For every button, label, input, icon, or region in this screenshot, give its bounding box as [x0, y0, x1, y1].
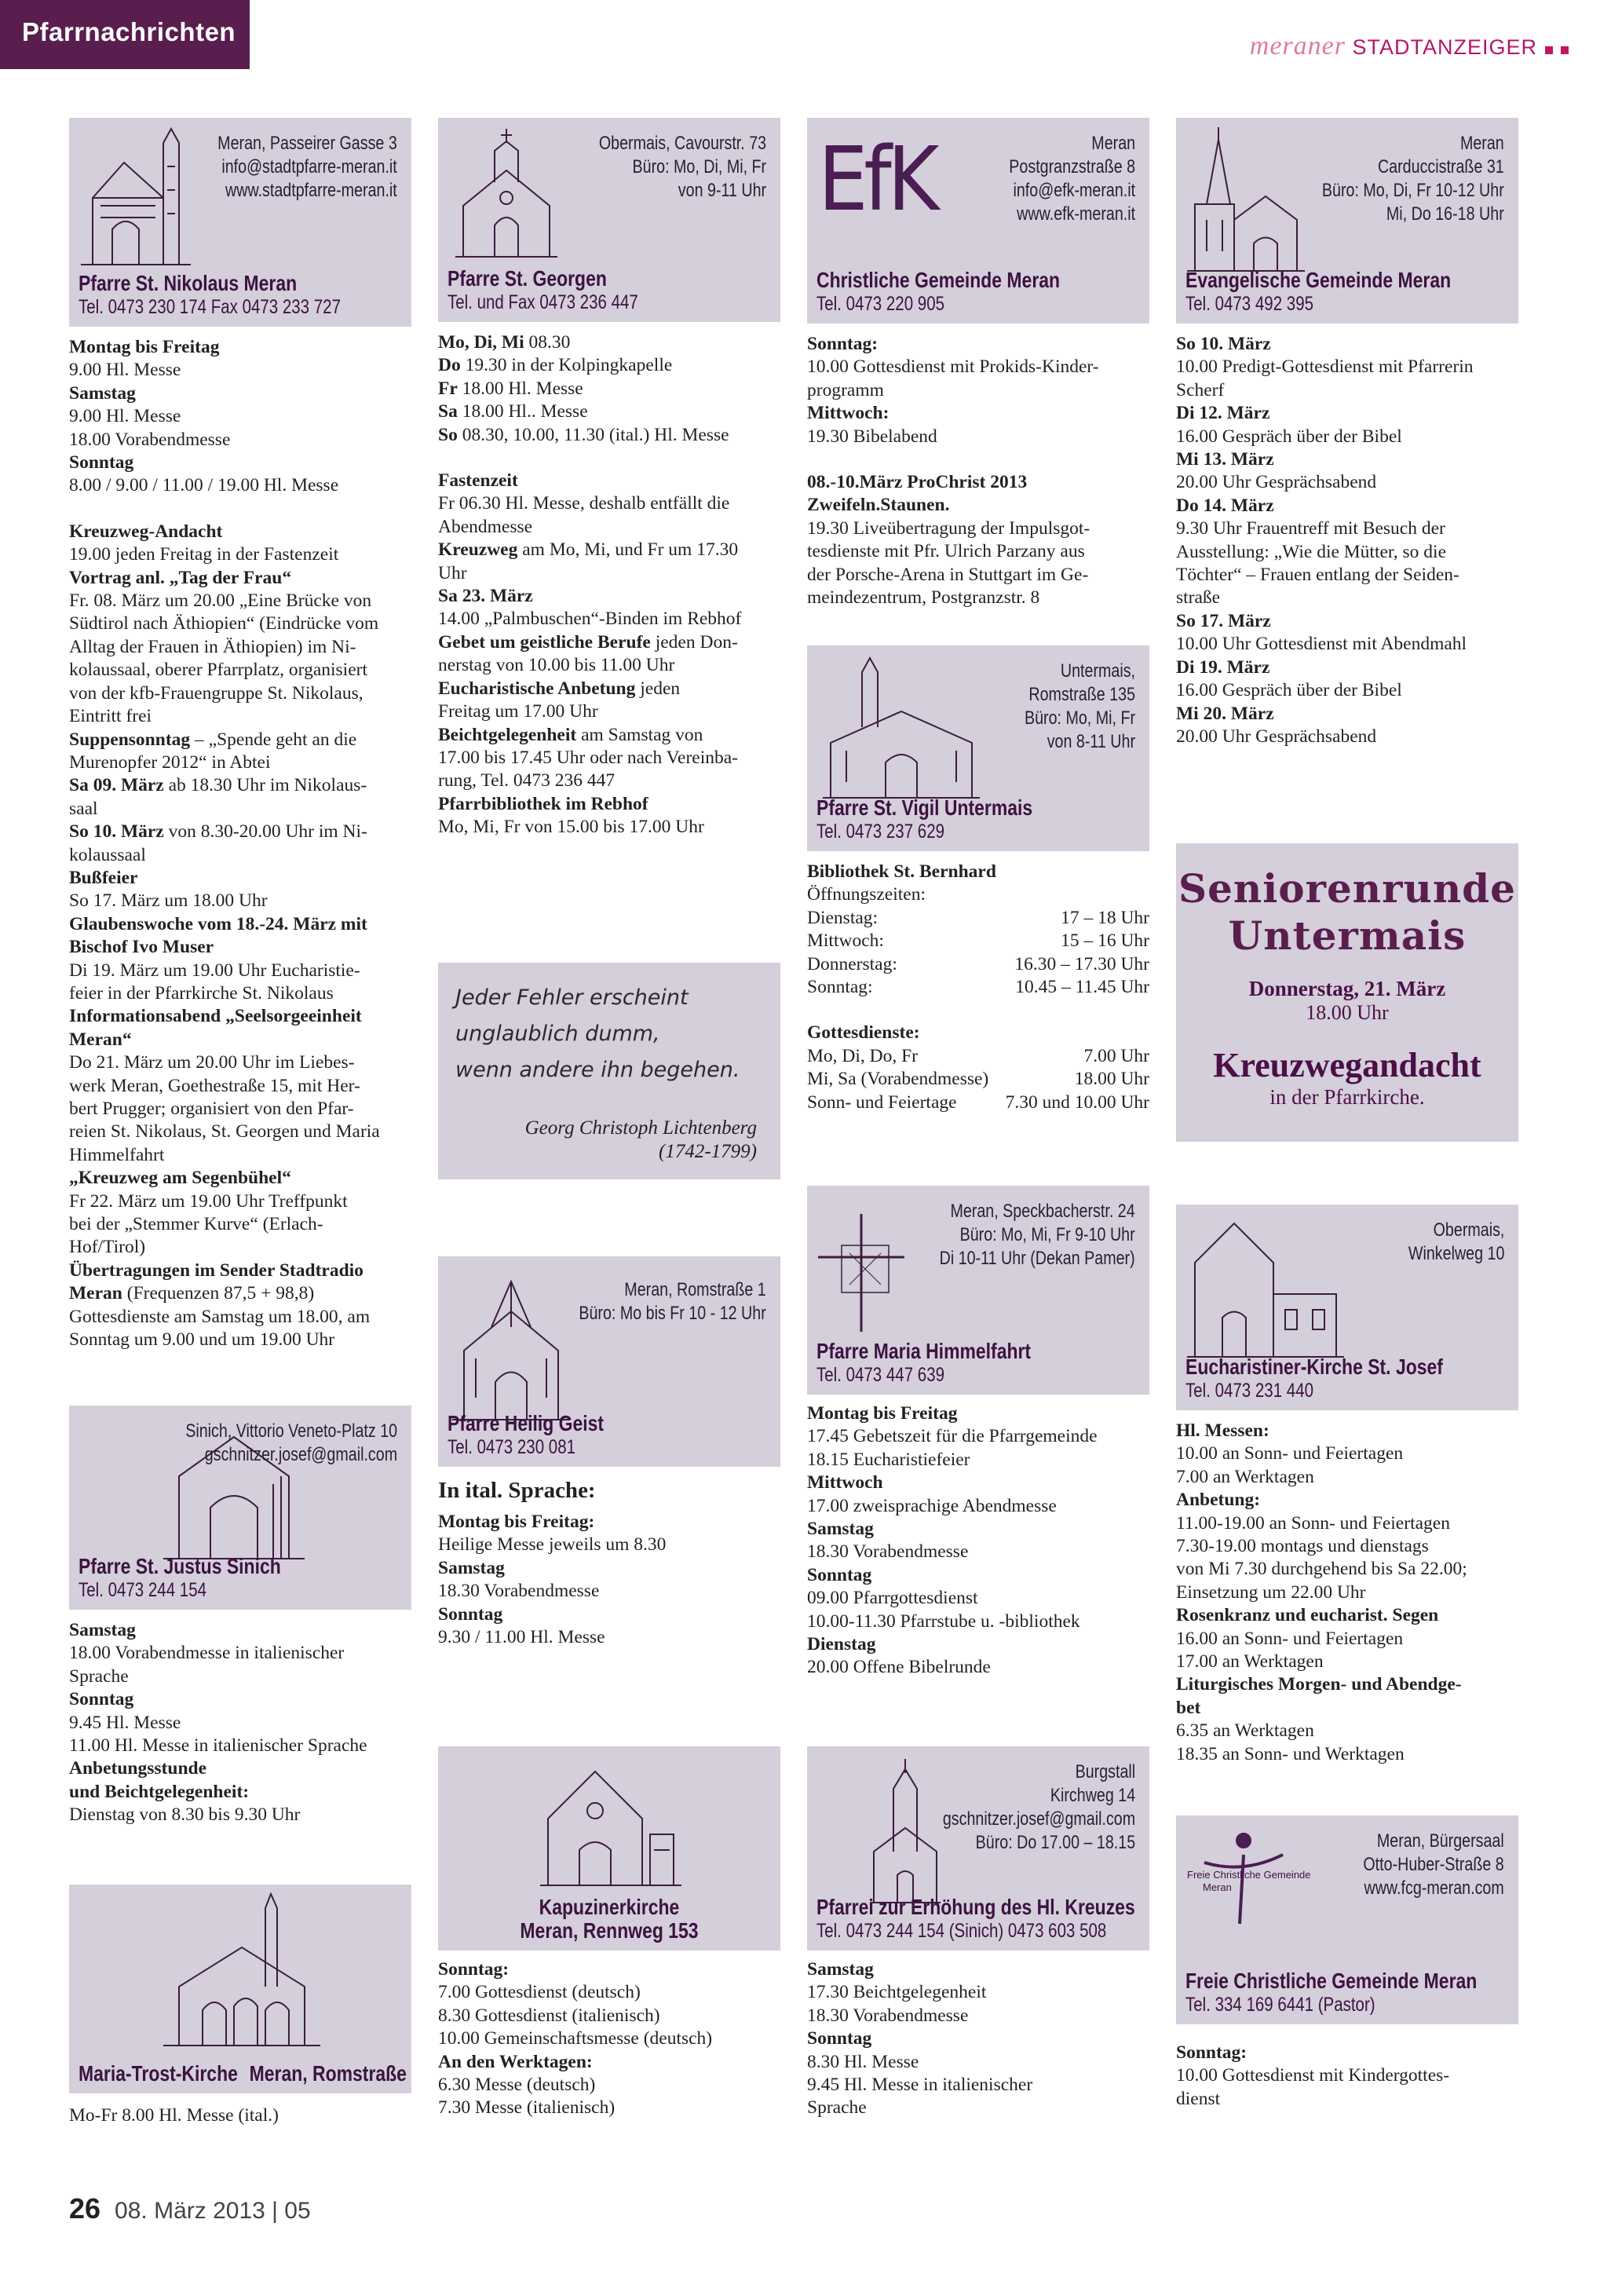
schedule-line: Montag bis Freitag [807, 1403, 958, 1424]
schedule-line: 8.00 / 9.00 / 11.00 / 19.00 Hl. Messe [69, 475, 339, 496]
schedule-line: meindezentrum, Postgranzstr. 8 [807, 587, 1040, 609]
schedule-line: Do 19.30 in der Kolpingkapelle [438, 355, 673, 376]
address-block: Sinich, Vittorio Veneto-Platz 10 gschnitzer.josef@gmail.com [185, 1420, 397, 1465]
address-block: Obermais, Winkelweg 10 [1408, 1219, 1504, 1264]
parish-name: Pfarre St. Nikolaus Meran Tel. 0473 230 174 Fax 0473 233 727 [79, 271, 341, 318]
schedule-line: Dienstag von 8.30 bis 9.30 Uhr [69, 1804, 301, 1826]
schedule-line: Uhr [438, 562, 467, 583]
schedule-line: Di 19. März [1176, 656, 1270, 678]
schedule-geist [438, 1511, 780, 1649]
schedule-justus [69, 1619, 411, 1827]
schedule-line: Pfarrbibliothek im Rebhof [438, 793, 648, 814]
schedule-row: Mittwoch: 15 – 16 Uhr [807, 930, 1149, 952]
schedule-line: Vortrag anl. „Tag der Frau“ [69, 567, 292, 588]
fcg-logo-text: Freie Christliche Gemeinde Meran [1187, 1869, 1311, 1893]
masthead [1250, 31, 1569, 61]
quote-box [438, 963, 780, 1179]
schedule-line: Sonntag [807, 1564, 872, 1585]
schedule-line: 18.35 an Sonn- und Werktagen [1176, 1743, 1405, 1764]
schedule-line: Do 14. März [1176, 495, 1274, 516]
schedule-line: 10.00 Gottesdienst mit Prokids-Kinder- [807, 356, 1099, 378]
schedule-line: 17.00 bis 17.45 Uhr oder nach Vereinba- [438, 747, 739, 768]
library-title: Bibliothek St. Bernhard [807, 861, 996, 882]
schedule-line: 18.15 Eucharistiefeier [807, 1449, 970, 1470]
box-kapuziner [438, 1746, 780, 1951]
schedule-line: So 17. März [1176, 610, 1271, 631]
schedule-line: Sa 09. März ab 18.30 Uhr im Nikolaus- [69, 775, 367, 796]
address-block: Meran Carduccistraße 31 Büro: Mo, Di, Fr 10-12 Uhr Mi, Do 16-18 Uhr [1322, 133, 1504, 225]
box-himmelfahrt [807, 1186, 1149, 1395]
schedule-line: 10.00 an Sonn- und Feiertagen [1176, 1443, 1404, 1464]
church-illustration [163, 1892, 320, 2049]
schedule-line: Kreuzweg-Andacht [69, 521, 223, 542]
church-illustration [870, 1757, 941, 1907]
schedule-line: 19.30 Liveübertragung der Impulsgot- [807, 517, 1090, 539]
schedule-line: Fr 22. März um 19.00 Uhr Treffpunkt [69, 1190, 348, 1212]
schedule-line: 18.30 Vorabendmesse [807, 2005, 969, 2026]
schedule-line: straße [1176, 587, 1221, 609]
church-illustration [1187, 1216, 1344, 1361]
schedule-line: tesdienste mit Pfr. Ulrich Parzany aus [807, 541, 1085, 562]
schedule-line: Heilige Messe jeweils um 8.30 [438, 1534, 667, 1556]
schedule-line: Montag bis Freitag: [438, 1512, 595, 1532]
schedule-line: 19.30 Bibelabend [807, 426, 937, 447]
box-justus [69, 1406, 411, 1610]
senior-event: Kreuzwegandacht [1213, 1046, 1481, 1084]
masthead-title: STADTANZEIGER [1352, 35, 1537, 59]
schedule-line: Di 19. März um 19.00 Uhr Eucharistie- [69, 960, 360, 981]
schedule-line: 7.30 Messe (italienisch) [438, 2097, 616, 2119]
parish-name: Kapuzinerkirche Meran, Rennweg 153 [520, 1895, 699, 1943]
parish-name: Pfarre St. Georgen Tel. und Fax 0473 236 447 [447, 266, 638, 313]
schedule-line: Mo-Fr 8.00 Hl. Messe (ital.) [69, 2105, 279, 2126]
schedule-line: 08.-10.März ProChrist 2013 [807, 472, 1028, 493]
parish-name: Pfarre St. Justus Sinich Tel. 0473 244 154 [79, 1554, 281, 1601]
schedule-line: Suppensonntag – „Spende geht an die [69, 729, 357, 750]
box-kreuz [807, 1746, 1149, 1951]
schedule-line: 18.00 Vorabendmesse [69, 429, 231, 450]
efk-logo: EfK [818, 129, 936, 231]
schedule-line: 9.00 Hl. Messe [69, 360, 181, 381]
schedule-line: rung, Tel. 0473 236 447 [438, 770, 616, 792]
church-illustration [452, 1280, 570, 1421]
schedule-himmelfahrt [807, 1402, 1149, 1680]
quote-line: wenn andere ihn begehen. [455, 1058, 740, 1082]
schedule-mariatrost [69, 2104, 411, 2127]
schedule-line: 20.00 Offene Bibelrunde [807, 1657, 991, 1678]
schedule-line: 17.00 an Werktagen [1176, 1651, 1324, 1673]
section-heading: In ital. Sprache: [438, 1478, 596, 1503]
box-nikolaus [69, 118, 411, 327]
schedule-line: Freitag um 17.00 Uhr [438, 701, 598, 722]
schedule-line: 7.00 an Werktagen [1176, 1466, 1314, 1487]
church-illustration [77, 127, 195, 269]
schedule-line: Fr 18.00 Hl. Messe [438, 378, 583, 399]
schedule-efk [807, 333, 1149, 609]
schedule-line: Meran (Frequenzen 87,5 + 98,8) [69, 1283, 315, 1304]
masthead-brand: meraner [1249, 31, 1346, 60]
services-list [807, 1045, 1149, 1114]
schedule-line: 10.00 Uhr Gottesdienst mit Abendmahl [1176, 634, 1467, 655]
schedule-line: Mittwoch [807, 1472, 883, 1493]
parish-name: Eucharistiner-Kirche St. Josef Tel. 0473 231 440 [1185, 1355, 1443, 1402]
schedule-line: 9.45 Hl. Messe in italienischer [807, 2075, 1033, 2096]
schedule-line: 16.00 Gespräch über der Bibel [1176, 680, 1402, 701]
schedule-line: Ausstellung: „Wie die Mütter, so die [1176, 541, 1447, 562]
schedule-line: 6.35 an Werktagen [1176, 1720, 1314, 1742]
schedule-line: Gottesdienste am Samstag um 18.00, am [69, 1306, 371, 1327]
address-block: Untermais, Romstraße 135 Büro: Mo, Mi, Fr von 8-11 Uhr [1024, 660, 1135, 752]
schedule-line: 09.00 Pfarrgottesdienst [807, 1588, 978, 1609]
church-illustration [455, 127, 557, 261]
schedule-line: Töchter“ – Frauen entlang der Seiden- [1176, 565, 1459, 586]
senior-box [1176, 843, 1518, 1142]
schedule-line: Südtirol nach Äthiopien“ (Eindrücke vom [69, 613, 379, 634]
schedule-line: kolaussaal [69, 844, 146, 865]
schedule-line: Bischof Ivo Muser [69, 937, 214, 958]
address-block: Meran, Passeirer Gasse 3 info@stadtpfarre-meran.it www.stadtpfarre-meran.it [217, 133, 397, 201]
church-illustration [823, 656, 980, 802]
schedule-line: Anbetung: [1176, 1490, 1261, 1511]
schedule-line: Sonntag [69, 452, 134, 473]
cross-logo [818, 1214, 904, 1332]
schedule-row: Sonn- und Feiertage 7.30 und 10.00 Uhr [807, 1091, 1149, 1113]
schedule-row: Sonntag: 10.45 – 11.45 Uhr [807, 977, 1149, 998]
schedule-line: 10.00 Gottesdienst mit Kindergottes- [1176, 2065, 1450, 2086]
schedule-line: Sonntag [438, 1603, 503, 1625]
schedule-line: und Beichtgelegenheit: [69, 1781, 250, 1802]
schedule-line: reien St. Nikolaus, St. Georgen und Maria [69, 1121, 380, 1143]
schedule-line: Eintritt frei [69, 706, 152, 727]
schedule-line: Himmelfahrt [69, 1144, 165, 1165]
schedule-line: 16.00 an Sonn- und Feiertagen [1176, 1628, 1404, 1649]
schedule-line: Sonntag: [807, 334, 879, 354]
quote-line: unglaublich dumm, [455, 1022, 660, 1046]
box-georgen [438, 118, 780, 322]
schedule-line: Fr. 08. März um 20.00 „Eine Brücke von [69, 590, 372, 612]
church-illustration [540, 1756, 681, 1889]
schedule-line: 20.00 Uhr Gesprächsabend [1176, 472, 1377, 493]
schedule-line: Zweifeln.Staunen. [807, 495, 950, 516]
schedule-line: 19.00 jeden Freitag in der Fastenzeit [69, 544, 339, 565]
schedule-line: Samstag [438, 1557, 505, 1578]
parish-name: Maria-Trost-Kirche Meran, Romstraße [79, 2061, 407, 2086]
church-illustration [1187, 126, 1305, 275]
parish-name: Freie Christliche Gemeinde Meran Tel. 334 169 6441 (Pastor) [1185, 1969, 1478, 2016]
schedule-line: Sonntag [69, 1689, 134, 1710]
schedule-line: Anbetungsstunde [69, 1758, 207, 1779]
quote-years: (1742-1799) [659, 1141, 757, 1162]
schedule-line: 10.00 Predigt-Gottesdienst mit Pfarrerin [1176, 356, 1474, 378]
issue-date: 08. März 2013 | 05 [115, 2198, 311, 2224]
schedule-row: Donnerstag: 16.30 – 17.30 Uhr [807, 953, 1149, 974]
schedule-kreuz [807, 1958, 1149, 2120]
schedule-line: Sonntag um 9.00 und um 19.00 Uhr [69, 1329, 335, 1351]
schedule-line: Hl. Messen: [1176, 1420, 1269, 1441]
schedule-line: 8.30 Gottesdienst (italienisch) [438, 2005, 660, 2026]
schedule-line: nerstag von 10.00 bis 11.00 Uhr [438, 655, 675, 676]
schedule-line: 8.30 Hl. Messe [807, 2051, 919, 2072]
schedule-line: 11.00-19.00 an Sonn- und Feiertagen [1176, 1512, 1450, 1534]
schedule-line: Sonntag: [1176, 2042, 1247, 2063]
schedule-kapuziner [438, 1958, 780, 2120]
schedule-line: 16.00 Gespräch über der Bibel [1176, 426, 1402, 447]
schedule-line: Sprache [69, 1665, 129, 1687]
schedule-line: Alltag der Frauen in Äthiopien) im Ni- [69, 636, 356, 657]
parish-name: Pfarre St. Vigil Untermais Tel. 0473 237 629 [816, 795, 1033, 843]
schedule-line: Samstag [807, 1519, 874, 1540]
schedule-line: Sonntag: [438, 1959, 510, 1980]
schedule-line: Gebet um geistliche Berufe jeden Don- [438, 631, 738, 653]
quote-author: Georg Christoph Lichtenberg [524, 1117, 757, 1139]
box-fcg [1176, 1815, 1518, 2024]
schedule-line: Montag bis Freitag [69, 337, 220, 357]
schedule-line: So 10. März [1176, 334, 1271, 354]
schedule-line: Dienstag [807, 1634, 876, 1655]
schedule-line: Einsetzung um 22.00 Uhr [1176, 1581, 1366, 1603]
schedule-line: Meran“ [69, 1029, 132, 1050]
box-evangelisch [1176, 118, 1518, 324]
schedule-fcg [1176, 2042, 1518, 2111]
senior-time: 18.00 Uhr [1306, 1001, 1389, 1024]
schedule-line: kolaussaal, oberer Pfarrplatz, organisiert [69, 660, 367, 681]
schedule-row: Mo, Di, Do, Fr 7.00 Uhr [807, 1045, 1149, 1066]
schedule-line: von Mi 7.30 durchgehend bis Sa 22.00; [1176, 1559, 1467, 1580]
schedule-line: Sa 23. März [438, 586, 533, 607]
schedule-line: Fastenzeit [438, 470, 518, 492]
schedule-line: 9.45 Hl. Messe [69, 1712, 181, 1733]
schedule-line: dienst [1176, 2088, 1221, 2109]
schedule-row: Mi, Sa (Vorabendmesse) 18.00 Uhr [807, 1069, 1149, 1090]
schedule-line: bert Prugger; organisiert von den Pfar- [69, 1099, 354, 1119]
schedule-line: 9.30 / 11.00 Hl. Messe [438, 1627, 605, 1648]
schedule-line: 18.00 Vorabendmesse in italienischer [69, 1643, 345, 1664]
schedule-line: Mo, Mi, Fr von 15.00 bis 17.00 Uhr [438, 817, 704, 838]
schedule-line: programm [807, 379, 884, 400]
schedule-line: 9.30 Uhr Frauentreff mit Besuch der [1176, 518, 1445, 539]
schedule-line: 7.30-19.00 montags und dienstags [1176, 1536, 1429, 1557]
schedule-line: Fr 06.30 Hl. Messe, deshalb entfällt die [438, 493, 730, 514]
schedule-line: So 10. März von 8.30-20.00 Uhr im Ni- [69, 821, 367, 843]
schedule-josef [1176, 1420, 1518, 1766]
parish-name: Evangelische Gemeinde Meran Tel. 0473 492 395 [1185, 268, 1452, 315]
schedule-line: 18.30 Vorabendmesse [438, 1581, 600, 1602]
schedule-line: von der kfb-Frauengruppe St. Nikolaus, [69, 682, 363, 704]
schedule-line: Samstag [807, 1959, 874, 1980]
schedule-line: 17.45 Gebetszeit für die Pfarrgemeinde [807, 1426, 1098, 1447]
schedule-line: Murenopfer 2012“ in Abtei [69, 751, 271, 773]
schedule-line: Scherf [1176, 379, 1225, 400]
schedule-line: Mi 20. März [1176, 703, 1274, 724]
box-mariatrost [69, 1885, 411, 2093]
schedule-line: feier in der Pfarrkirche St. Nikolaus [69, 982, 334, 1004]
schedule-line: So 08.30, 10.00, 11.30 (ital.) Hl. Messe [438, 424, 729, 445]
box-geist [438, 1256, 780, 1467]
schedule-line: Mi 13. März [1176, 449, 1274, 470]
schedule-line: 17.00 zweisprachige Abendmesse [807, 1495, 1057, 1516]
address-block: Meran, Bürgersaal Otto-Huber-Straße 8 www.fcg-meran.com [1363, 1830, 1504, 1899]
schedule-line: der Porsche-Arena in Stuttgart im Ge- [807, 564, 1089, 585]
schedule-line: Do 21. März um 20.00 Uhr im Liebes- [69, 1052, 355, 1073]
schedule-line: „Kreuzweg am Segenbühel“ [69, 1168, 291, 1189]
schedule-line: An den Werktagen: [438, 2051, 593, 2072]
schedule-line: 10.00 Gemeinschaftsmesse (deutsch) [438, 2028, 713, 2049]
schedule-line: Informationsabend „Seelsorgeeinheit [69, 1006, 362, 1027]
schedule-line: bei der „Stemmer Kurve“ (Erlach- [69, 1214, 323, 1235]
schedule-line: Eucharistische Anbetung jeden [438, 678, 681, 699]
schedule-nikolaus [69, 336, 411, 1351]
schedule-line: Samstag [69, 1620, 136, 1640]
schedule-line: 20.00 Uhr Gesprächsabend [1176, 726, 1377, 747]
page-footer [69, 2192, 311, 2225]
box-efk [807, 118, 1149, 324]
schedule-row: Dienstag: 17 – 18 Uhr [807, 907, 1149, 928]
schedule-line: Sonntag [807, 2028, 872, 2049]
schedule-georgen [438, 331, 780, 839]
schedule-line: 14.00 „Palmbuschen“-Binden im Rebhof [438, 609, 742, 630]
schedule-line: Abendmesse [438, 516, 533, 537]
schedule-evangelisch [1176, 333, 1518, 748]
schedule-line: 6.30 Messe (deutsch) [438, 2075, 596, 2096]
senior-place: in der Pfarrkirche. [1269, 1085, 1425, 1109]
schedule-line: Rosenkranz und eucharist. Segen [1176, 1605, 1439, 1626]
schedule-line: 18.30 Vorabendmesse [807, 1541, 969, 1563]
schedule-line: 9.00 Hl. Messe [69, 406, 181, 427]
schedule-line: 7.00 Gottesdienst (deutsch) [438, 1982, 641, 2003]
address-block: Burgstall Kirchweg 14 gschnitzer.josef@gmail.com Büro: Do 17.00 – 18.15 [942, 1761, 1135, 1853]
schedule-line: Beichtgelegenheit am Samstag von [438, 724, 703, 745]
schedule-line: Bußfeier [69, 867, 138, 888]
schedule-line: Liturgisches Morgen- und Abendge- [1176, 1674, 1462, 1695]
parish-name: Pfarrei zur Erhöhung des Hl. Kreuzes Tel. 0473 244 154 (Sinich) 0473 603 508 [816, 1895, 1135, 1942]
schedule-line: Di 12. März [1176, 403, 1270, 424]
schedule-line: Mo, Di, Mi 08.30 [438, 332, 571, 353]
schedule-line: Mittwoch: [807, 403, 889, 424]
schedule-line: Hof/Tirol) [69, 1237, 146, 1258]
address-block: Meran, Romstraße 1 Büro: Mo bis Fr 10 - 12 Uhr [579, 1279, 766, 1324]
senior-date: Donnerstag, 21. März [1248, 977, 1446, 1000]
schedule-line: bet [1176, 1697, 1201, 1718]
schedule-line: Sprache [807, 2097, 867, 2119]
parish-name: Christliche Gemeinde Meran Tel. 0473 220 905 [816, 268, 1061, 315]
section-tag: Pfarrnachrichten [0, 0, 250, 69]
address-block: Meran, Speckbacherstr. 24 Büro: Mo, Mi, Fr 9-10 Uhr Di 10-11 Uhr (Dekan Pamer) [940, 1201, 1135, 1269]
address-block: Obermais, Cavourstr. 73 Büro: Mo, Di, Mi, Fr von 9-11 Uhr [598, 133, 766, 201]
box-vigil [807, 645, 1149, 851]
address-block: Meran Postgranzstraße 8 info@efk-meran.it www.efk-meran.it [1009, 133, 1135, 225]
hours-label: Öffnungszeiten: [807, 884, 926, 905]
schedule-line: 10.00-11.30 Pfarrstube u. -bibliothek [807, 1610, 1080, 1632]
schedule-line: Samstag [69, 382, 136, 404]
schedule-line: 17.30 Beichtgelegenheit [807, 1982, 987, 2003]
quote-line: Jeder Fehler erscheint [455, 985, 689, 1010]
schedule-line: Sa 18.00 Hl.. Messe [438, 401, 588, 422]
schedule-line: saal [69, 798, 98, 819]
opening-hours [807, 907, 1149, 1000]
page-number: 26 [69, 2192, 101, 2225]
library-vigil [807, 861, 1149, 1114]
schedule-line: Übertragungen im Sender Stadtradio [69, 1260, 363, 1281]
parish-name: Pfarre Heilig Geist Tel. 0473 230 081 [447, 1411, 605, 1458]
schedule-line: 11.00 Hl. Messe in italienischer Sprache [69, 1735, 367, 1757]
parish-name: Pfarre Maria Himmelfahrt Tel. 0473 447 639 [816, 1339, 1032, 1386]
schedule-line: So 17. März um 18.00 Uhr [69, 890, 268, 912]
box-josef [1176, 1205, 1518, 1410]
services-label: Gottesdienste: [807, 1022, 920, 1044]
schedule-line: Kreuzweg am Mo, Mi, und Fr um 17.30 [438, 539, 739, 561]
schedule-line: Glaubenswoche vom 18.-24. März mit [69, 913, 367, 934]
senior-title: Seniorenrunde Untermais [1178, 865, 1516, 959]
schedule-line: werk Meran, Goethestraße 15, mit Her- [69, 1075, 360, 1096]
